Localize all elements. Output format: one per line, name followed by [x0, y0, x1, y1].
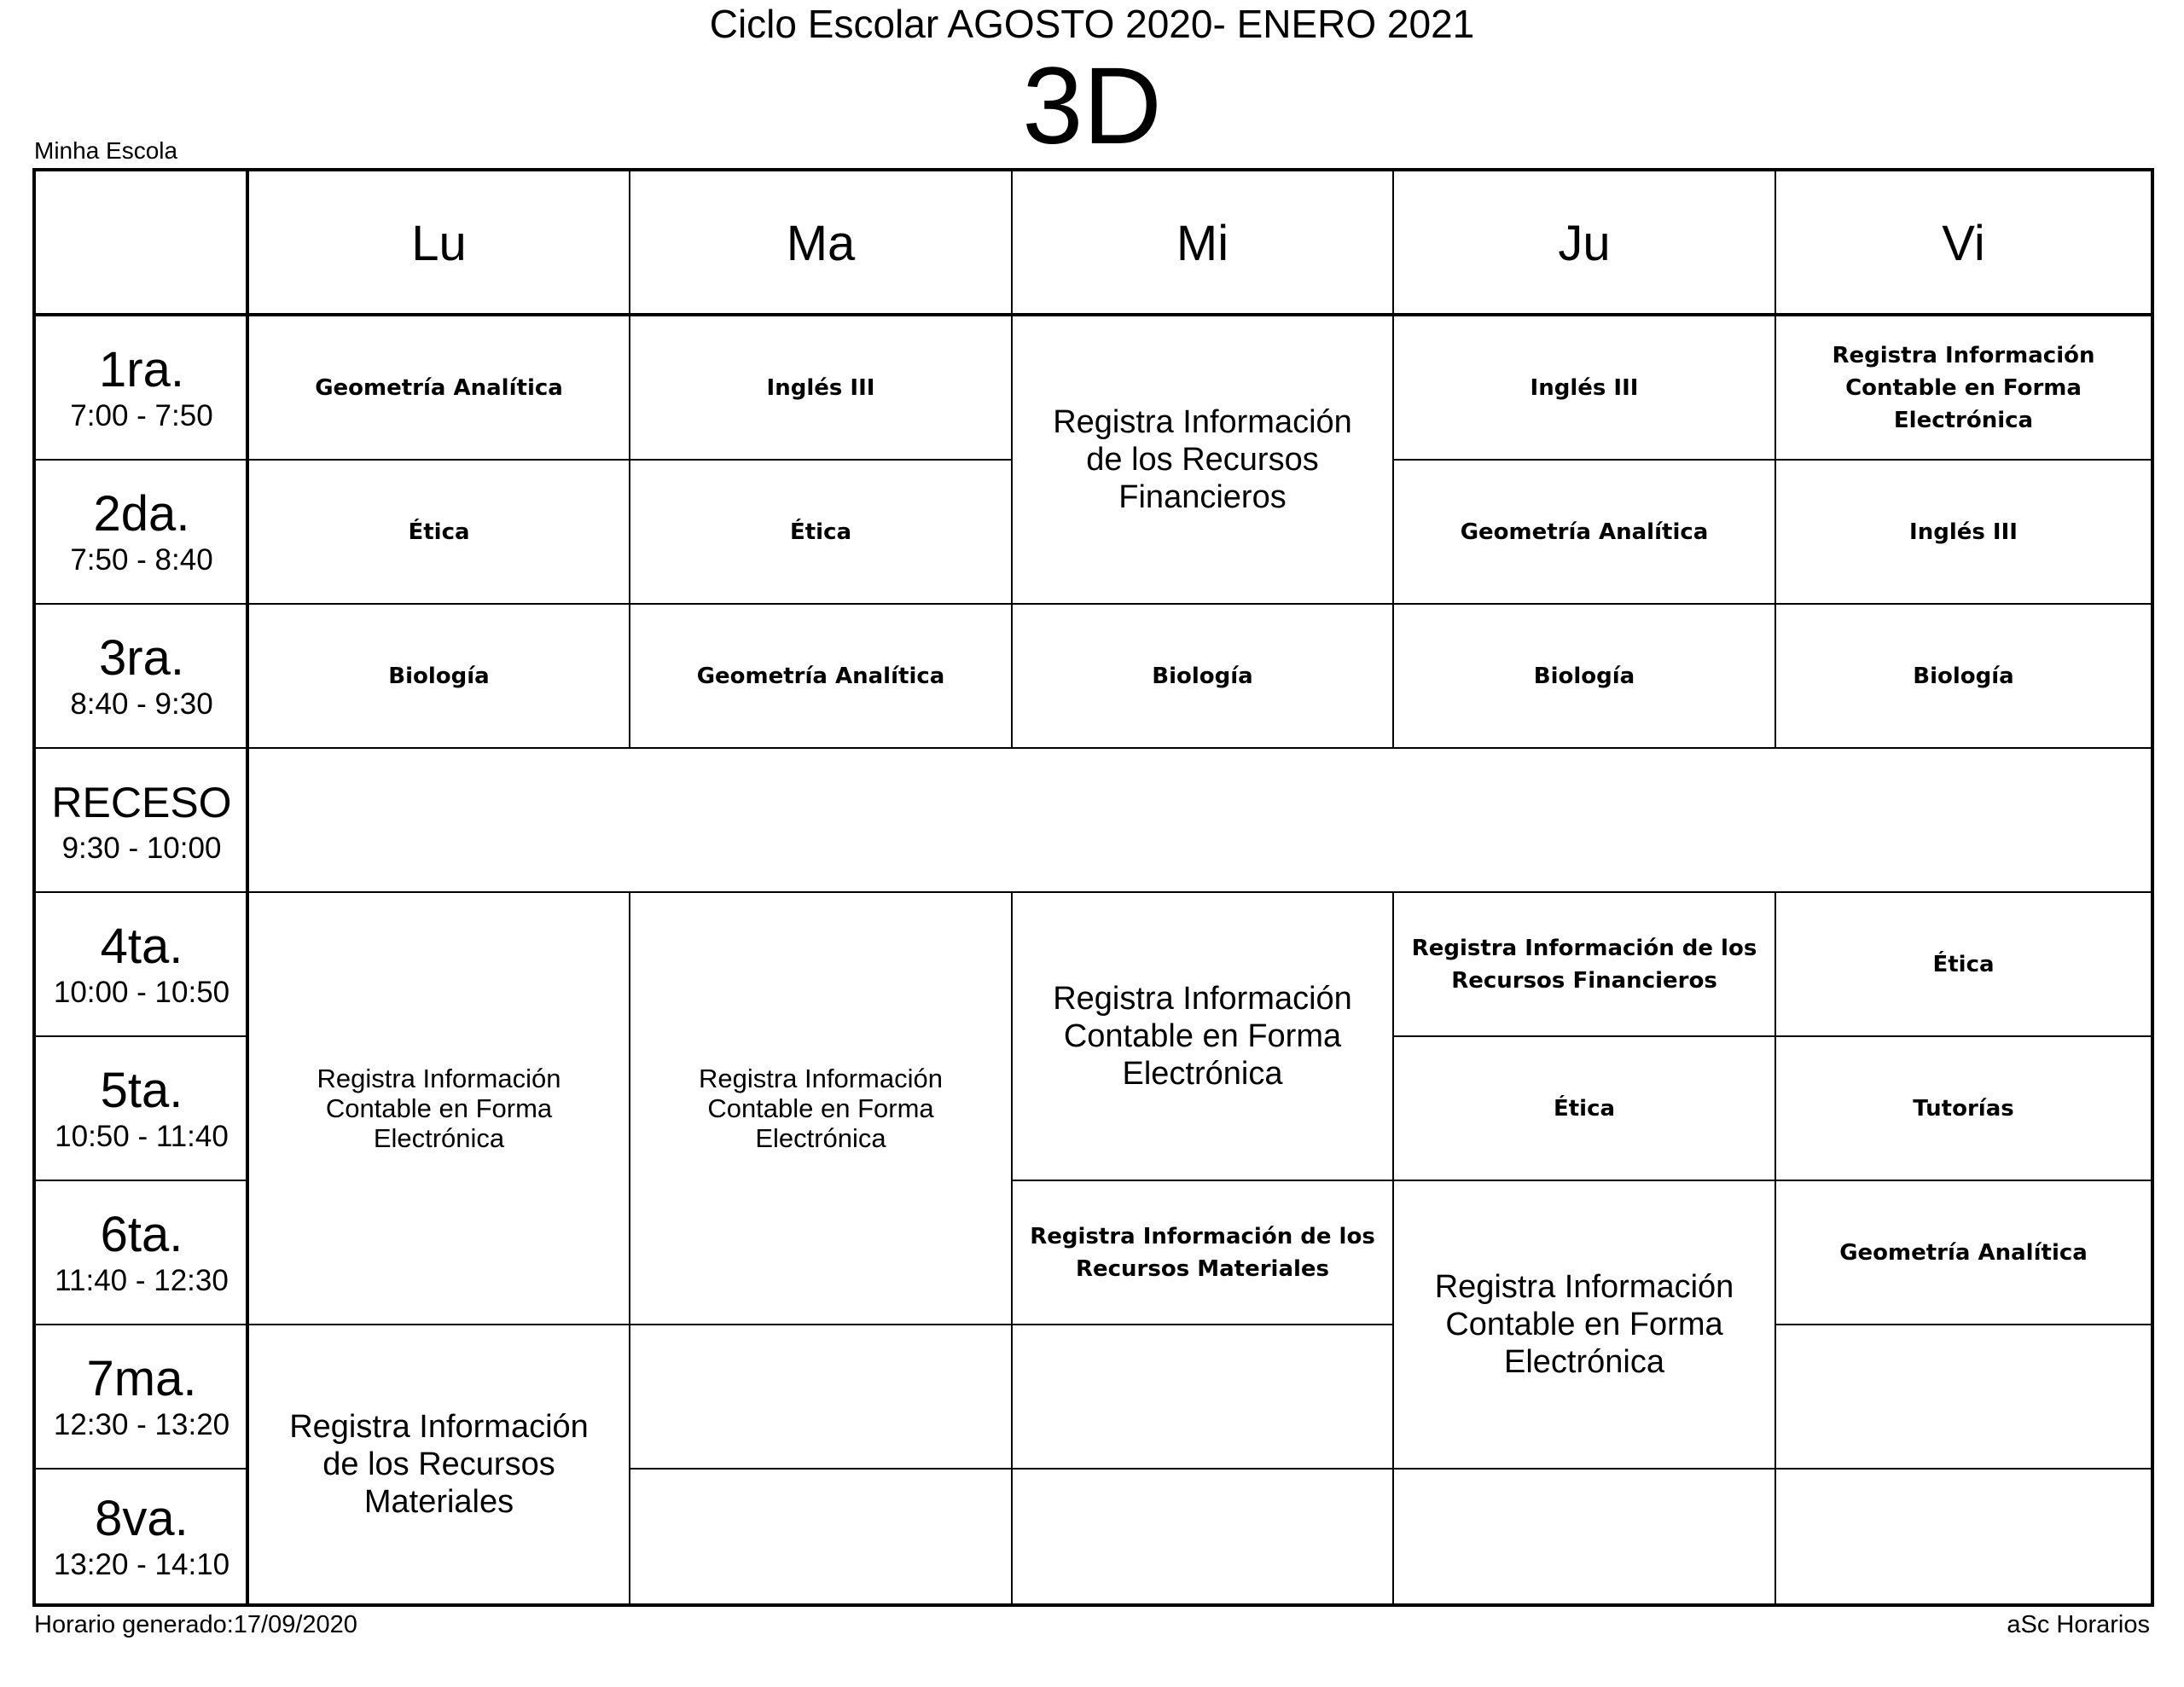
recess-cell — [247, 747, 2151, 891]
empty-mi-p8 — [1011, 1468, 1392, 1603]
period-1 — [36, 315, 247, 459]
empty-mi-p7 — [1011, 1324, 1392, 1468]
lesson-lu-p7-8: Registra Información de los Recursos Materiales — [247, 1324, 629, 1603]
lesson-ma-p1: Inglés III — [629, 315, 1011, 459]
lesson-vi-p3: Biología — [1774, 603, 2151, 747]
lesson-ju-p3: Biología — [1392, 603, 1774, 747]
lesson-mi-p4-5: Registra Información Contable en Forma Electrónica — [1011, 891, 1392, 1180]
period-5 — [36, 1035, 247, 1180]
empty-vi-p7 — [1774, 1324, 2151, 1468]
lesson-lu-p1: Geometría Analítica — [247, 315, 629, 459]
timetable-grid — [32, 168, 2154, 1607]
generated-date: Horario generado:17/09/2020 — [34, 1611, 357, 1638]
period-time: 7:00 - 7:50 — [70, 398, 213, 432]
lesson-vi-p4: Ética — [1774, 891, 2151, 1035]
lesson-ju-p4: Registra Información de los Recursos Financieros — [1392, 891, 1774, 1035]
day-header-mi: Mi — [1011, 171, 1392, 315]
period-name: 3ra. — [99, 629, 184, 686]
lesson-mi-p6: Registra Información de los Recursos Materiales — [1011, 1180, 1392, 1324]
period-8 — [36, 1468, 247, 1603]
lesson-ma-p2: Ética — [629, 459, 1011, 603]
lesson-ju-p1: Inglés III — [1392, 315, 1774, 459]
period-3 — [36, 603, 247, 747]
corner-cell — [36, 171, 247, 315]
period-6 — [36, 1180, 247, 1324]
period-2 — [36, 459, 247, 603]
lesson-vi-p2: Inglés III — [1774, 459, 2151, 603]
period-7 — [36, 1324, 247, 1468]
day-header-vi: Vi — [1774, 171, 2151, 315]
period-4 — [36, 891, 247, 1035]
period-time: 10:50 - 11:40 — [55, 1119, 229, 1153]
lesson-ma-p4-6: Registra Información Contable en Forma Electrónica — [629, 891, 1011, 1324]
period-name: 2da. — [93, 485, 190, 542]
empty-vi-p8 — [1774, 1468, 2151, 1603]
software-credit: aSc Horarios — [2007, 1611, 2150, 1638]
empty-ma-p7 — [629, 1324, 1011, 1468]
period-name: 5ta. — [100, 1062, 183, 1118]
period-column-divider — [246, 171, 249, 1603]
period-time: 9:30 - 10:00 — [61, 831, 222, 865]
lesson-vi-p1: Registra Información Contable en Forma Electrónica — [1774, 315, 2151, 459]
group-title: 3D — [1022, 45, 1162, 167]
lesson-mi-p3: Biología — [1011, 603, 1392, 747]
empty-ju-p8 — [1392, 1468, 1774, 1603]
lesson-ma-p3: Geometría Analítica — [629, 603, 1011, 747]
period-name: 4ta. — [100, 918, 183, 974]
day-header-ju: Ju — [1392, 171, 1774, 315]
period-time: 10:00 - 10:50 — [53, 975, 230, 1009]
day-header-lu: Lu — [247, 171, 629, 315]
period-time: 12:30 - 13:20 — [53, 1407, 230, 1441]
lesson-ju-p6-7: Registra Información Contable en Forma Electrónica — [1392, 1180, 1774, 1468]
empty-ma-p8 — [629, 1468, 1011, 1603]
lesson-vi-p5: Tutorías — [1774, 1035, 2151, 1180]
lesson-lu-p3: Biología — [247, 603, 629, 747]
period-name: 6ta. — [100, 1206, 183, 1262]
period-time: 7:50 - 8:40 — [70, 542, 213, 577]
school-name: Minha Escola — [34, 137, 178, 164]
period-time: 13:20 - 14:10 — [53, 1547, 230, 1581]
period-name: RECESO — [51, 778, 232, 826]
period-recess — [36, 747, 247, 891]
lesson-ju-p2: Geometría Analítica — [1392, 459, 1774, 603]
cycle-title: Ciclo Escolar AGOSTO 2020- ENERO 2021 — [709, 2, 1475, 46]
lesson-lu-p2: Ética — [247, 459, 629, 603]
period-time: 8:40 - 9:30 — [70, 687, 213, 721]
lesson-ju-p5: Ética — [1392, 1035, 1774, 1180]
day-header-ma: Ma — [629, 171, 1011, 315]
period-name: 1ra. — [99, 341, 184, 397]
lesson-vi-p6: Geometría Analítica — [1774, 1180, 2151, 1324]
period-name: 7ma. — [86, 1350, 197, 1406]
lesson-mi-p1-2: Registra Información de los Recursos Financieros — [1011, 315, 1392, 603]
period-name: 8va. — [95, 1490, 189, 1546]
lesson-lu-p4-6: Registra Información Contable en Forma Electrónica — [247, 891, 629, 1324]
period-time: 11:40 - 12:30 — [55, 1263, 229, 1297]
header-row-divider — [36, 313, 2151, 316]
